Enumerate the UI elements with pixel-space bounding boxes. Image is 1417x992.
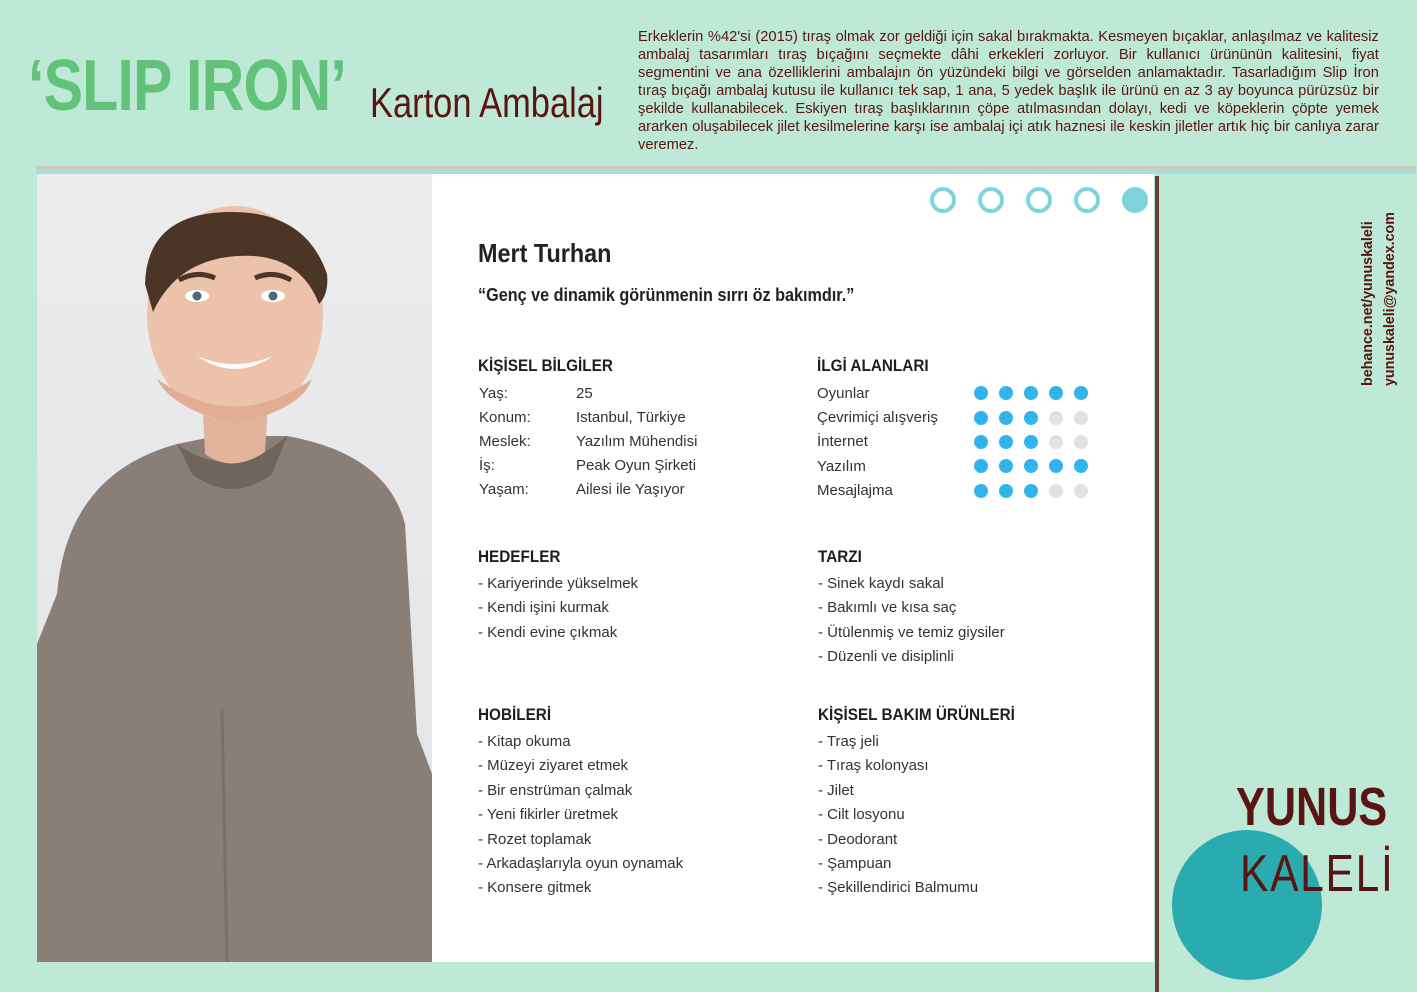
rating-dot-filled xyxy=(999,459,1013,473)
interest-name: Mesajlajma xyxy=(817,482,893,500)
logo-text-yunus: YUNUS xyxy=(1236,777,1388,837)
list-item: - Arkadaşlarıyla oyun oynamak xyxy=(478,855,684,873)
info-value: Ailesi ile Yaşıyor xyxy=(576,481,685,499)
info-row xyxy=(479,454,697,478)
interest-row xyxy=(817,479,1088,503)
rating-dot-empty xyxy=(1074,411,1088,425)
list-item: - Cilt losyonu xyxy=(818,806,905,824)
list-item: - Bir enstrüman çalmak xyxy=(478,781,633,799)
personal-info-table xyxy=(479,381,697,502)
list-item: - Sinek kaydı sakal xyxy=(818,575,944,592)
rating-dots xyxy=(974,386,1088,400)
page-dot[interactable] xyxy=(1026,187,1052,213)
interest-name: Oyunlar xyxy=(817,384,870,402)
interest-name: Çevrimiçi alışveriş xyxy=(817,409,938,427)
list-item: - Jilet xyxy=(818,781,854,799)
info-key: İş: xyxy=(479,457,495,475)
info-value: Istanbul, Türkiye xyxy=(576,408,686,426)
rating-dot-empty xyxy=(1074,484,1088,498)
page-dot[interactable] xyxy=(1074,187,1100,213)
list-item: - Traş jeli xyxy=(818,733,879,750)
list-item: - Ütülenmiş ve temiz giysiler xyxy=(818,623,1005,641)
rating-dot-filled xyxy=(1024,411,1038,425)
persona-quote: “Genç ve dinamik görünmenin sırrı öz bakımdır.” xyxy=(478,285,855,305)
list-item: - Şampuan xyxy=(818,855,892,873)
page-dot[interactable] xyxy=(930,187,956,213)
intro-paragraph: Erkeklerin %42'si (2015) tıraş olmak zor geldiği için sakal bırakmakta. Kesmeyen bıçaklar, anlaşılmaz ve kalitesiz ambalaj tasarımları tıraş bıçağını seçmekte dâhi erkekleri zorluyor. Bir kullanıcı ürününün kalitesini, fiyat segmentini ve ana özelliklerini ambalajın ön yüzündeki bilgi ve görselden anlamaktadır. Tasarladığım Slip İron tıraş bıçağı ambalaj kutusu ile kullanıcı tek sap, 1 ana, 5 yedek başlık ile ürünü en az 3 ay boyunca pürüzsüz bir şekilde kullanabilecek. Eskiyen tıraş başlıklarının çöpe atılmasından dolayı, kedi ve köpeklerin çöpte yemek ararken oluşabilecek jilet kesilmelerine karşı ise ambalaj içi atık haznesi ile keskin jiletler artık hiç bir canlıya zarar veremez. xyxy=(638,28,1379,153)
rating-dot-filled xyxy=(1024,459,1038,473)
info-row xyxy=(479,405,697,429)
rating-dots xyxy=(974,459,1088,473)
rating-dots xyxy=(974,411,1088,425)
rating-dot-filled xyxy=(1049,386,1063,400)
rating-dot-filled xyxy=(1074,459,1088,473)
interest-row xyxy=(817,381,1088,405)
rating-dot-empty xyxy=(1049,484,1063,498)
list-item: - Kariyerinde yükselmek xyxy=(478,575,639,592)
rating-dot-filled xyxy=(1074,386,1088,400)
rating-dot-filled xyxy=(974,386,988,400)
list-item: - Şekillendirici Balmumu xyxy=(818,879,979,897)
list-item: - Konsere gitmek xyxy=(478,879,592,897)
list-item: - Kendi evine çıkmak xyxy=(478,623,618,641)
rating-dot-filled xyxy=(1024,435,1038,449)
style-title: TARZI xyxy=(818,547,862,566)
page-dot[interactable] xyxy=(978,187,1004,213)
rating-dot-filled xyxy=(999,386,1013,400)
vertical-divider xyxy=(1155,176,1159,992)
rating-dot-filled xyxy=(974,459,988,473)
list-item: - Rozet toplamak xyxy=(478,830,592,848)
rating-dot-filled xyxy=(974,411,988,425)
interest-name: İnternet xyxy=(817,433,868,451)
list-item: - Düzenli ve disiplinli xyxy=(818,648,954,666)
brand-title: ‘SLIP IRON’ xyxy=(28,46,346,126)
info-row xyxy=(479,381,697,405)
info-value: 25 xyxy=(576,384,593,402)
info-key: Yaşam: xyxy=(479,481,529,499)
person-illustration xyxy=(37,174,432,962)
hobbies-title: HOBİLERİ xyxy=(478,705,552,724)
rating-dot-filled xyxy=(974,435,988,449)
info-key: Konum: xyxy=(479,408,531,426)
interest-row xyxy=(817,454,1088,478)
pagination-dots xyxy=(930,187,1148,213)
info-value: Yazılım Mühendisi xyxy=(576,432,698,450)
list-item: - Yeni fikirler üretmek xyxy=(478,806,619,824)
care-products-title: KİŞİSEL BAKIM ÜRÜNLERİ xyxy=(818,705,1015,724)
personal-info-title: KİŞİSEL BİLGİLER xyxy=(478,356,613,375)
list-item: - Deodorant xyxy=(818,830,898,848)
email-link[interactable]: yunuskaleli@yandex.com xyxy=(1381,212,1398,386)
interest-name: Yazılım xyxy=(817,457,866,475)
info-key: Meslek: xyxy=(479,432,531,450)
rating-dot-filled xyxy=(1049,459,1063,473)
list-item: - Müzeyi ziyaret etmek xyxy=(478,757,629,775)
behance-link[interactable]: behance.net/yunuskaleli xyxy=(1359,221,1376,386)
brand-subtitle: Karton Ambalaj xyxy=(370,79,604,126)
interest-row xyxy=(817,430,1088,454)
rating-dots xyxy=(974,484,1088,498)
rating-dot-filled xyxy=(999,411,1013,425)
info-key: Yaş: xyxy=(479,384,508,402)
persona-name: Mert Turhan xyxy=(478,238,612,268)
contact-info xyxy=(1357,186,1403,386)
rating-dot-empty xyxy=(1049,411,1063,425)
info-row xyxy=(479,429,697,453)
persona-photo xyxy=(37,174,432,962)
rating-dot-filled xyxy=(999,484,1013,498)
list-item: - Kitap okuma xyxy=(478,733,571,750)
info-value: Peak Oyun Şirketi xyxy=(576,457,697,475)
rating-dot-filled xyxy=(1024,484,1038,498)
goals-list xyxy=(478,572,638,645)
page-dot-active[interactable] xyxy=(1122,187,1148,213)
rating-dot-empty xyxy=(1049,435,1063,449)
rating-dot-empty xyxy=(1074,435,1088,449)
list-item: - Kendi işini kurmak xyxy=(478,599,609,617)
goals-title: HEDEFLER xyxy=(478,547,561,566)
list-item: - Tıraş kolonyası xyxy=(818,757,929,775)
rating-dot-filled xyxy=(999,435,1013,449)
interests-list xyxy=(817,381,1088,503)
rating-dot-filled xyxy=(1024,386,1038,400)
list-item: - Bakımlı ve kısa saç xyxy=(818,599,957,617)
hobbies-list xyxy=(478,730,683,901)
interests-title: İLGİ ALANLARI xyxy=(817,356,929,375)
logo-text-kaleli: KALELİ xyxy=(1240,845,1395,903)
rating-dot-filled xyxy=(974,484,988,498)
care-products-list xyxy=(818,730,978,901)
interest-row xyxy=(817,405,1088,429)
top-divider xyxy=(36,166,1416,174)
style-list xyxy=(818,572,1005,670)
rating-dots xyxy=(974,435,1088,449)
info-row xyxy=(479,478,697,502)
